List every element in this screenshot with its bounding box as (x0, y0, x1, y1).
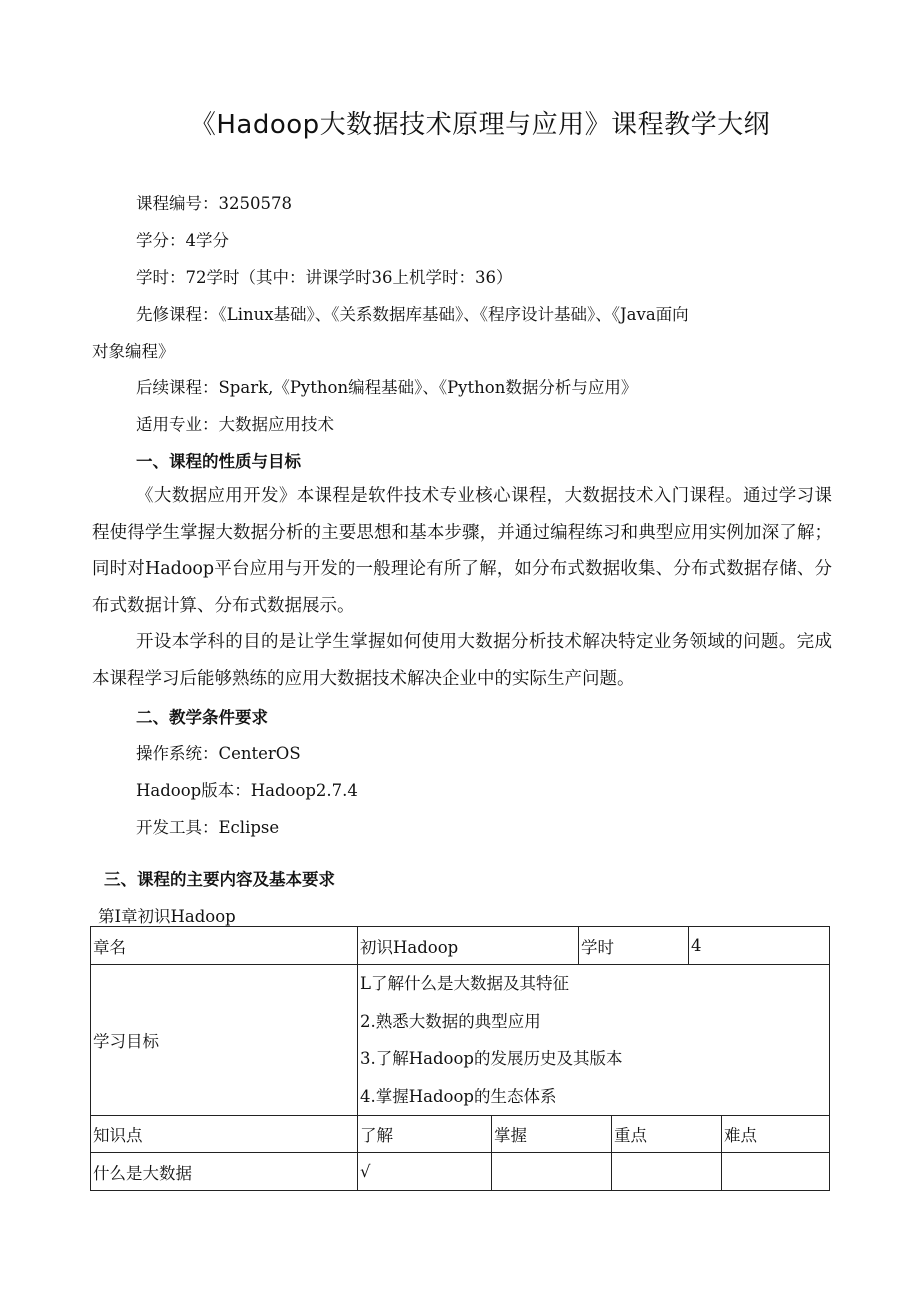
followup-courses: 后续课程：Spark,《Python编程基础》、《Python数据分析与应用》 (136, 378, 638, 397)
hours-label-cell: 学时 (579, 927, 689, 965)
section-3-heading: 三、课程的主要内容及基本要求 (104, 870, 335, 889)
goals-cell (358, 965, 830, 1116)
hadoop-version: Hadoop版本：Hadoop2.7.4 (136, 781, 358, 800)
goal-item: L了解什么是大数据及其特征 (360, 974, 569, 993)
document-title: 《Hadoop大数据技术原理与应用》课程教学大纲 (189, 110, 771, 140)
section-1-heading: 一、课程的性质与目标 (136, 452, 301, 471)
section-1-paragraph-1: 《大数据应用开发》本课程是软件技术专业核心课程，大数据技术入门课程。通过学习课程使得学生掌握大数据分析的主要思想和基本步骤，并通过编程练习和典型应用实例加深了解；同时对Hadoop平台应用与开发的一般理论有所了解，如分布式数据收集、分布式数据存储、分布式数据计算、分布式数据展示。 (92, 486, 832, 616)
dev-tool: 开发工具：Eclipse (136, 818, 280, 837)
applicable-major: 适用专业：大数据应用技术 (136, 415, 334, 434)
table-row (91, 927, 830, 965)
level-key-cell: 重点 (612, 1116, 722, 1153)
mark-cell (492, 1153, 612, 1191)
level-difficult-cell: 难点 (722, 1116, 830, 1153)
hours-value-cell: 4 (689, 927, 830, 965)
table-row (91, 1116, 830, 1153)
goal-item: 4.掌握Hadoop的生态体系 (360, 1086, 557, 1106)
course-code: 课程编号：3250578 (136, 194, 292, 213)
section-2-heading: 二、教学条件要求 (136, 708, 268, 727)
chapter-name-cell: 初识Hadoop (358, 927, 579, 965)
goal-item: 3.了解Hadoop的发展历史及其版本 (360, 1049, 623, 1068)
chapter-table (90, 926, 830, 1191)
course-credit: 学分：4学分 (136, 231, 229, 250)
prerequisites-line-2: 对象编程》 (92, 342, 175, 361)
goals-label-cell: 学习目标 (91, 965, 358, 1116)
table-row (91, 965, 830, 1116)
table-row (91, 1153, 830, 1191)
level-understand-cell: 了解 (358, 1116, 492, 1153)
knowledge-point-cell: 什么是大数据 (91, 1153, 358, 1191)
level-master-cell: 掌握 (492, 1116, 612, 1153)
operating-system: 操作系统：CenterOS (136, 744, 301, 763)
goal-item: 2.熟悉大数据的典型应用 (360, 1011, 541, 1031)
mark-cell (722, 1153, 830, 1191)
knowledge-label-cell: 知识点 (91, 1116, 358, 1153)
chapter-caption: 第I章初识Hadoop (98, 907, 236, 926)
chapter-label-cell: 章名 (91, 927, 358, 965)
prerequisites-line-1: 先修课程：《Linux基础》、《关系数据库基础》、《程序设计基础》、《Java面向 (136, 305, 689, 324)
mark-cell (612, 1153, 722, 1191)
check-mark-cell: √ (358, 1153, 492, 1191)
section-1-paragraph-2: 开设本学科的目的是让学生掌握如何使用大数据分析技术解决特定业务领域的问题。完成本课程学习后能够熟练的应用大数据技术解决企业中的实际生产问题。 (92, 632, 832, 689)
course-hours: 学时：72学时（其中：讲课学时36上机学时：36） (136, 268, 513, 287)
